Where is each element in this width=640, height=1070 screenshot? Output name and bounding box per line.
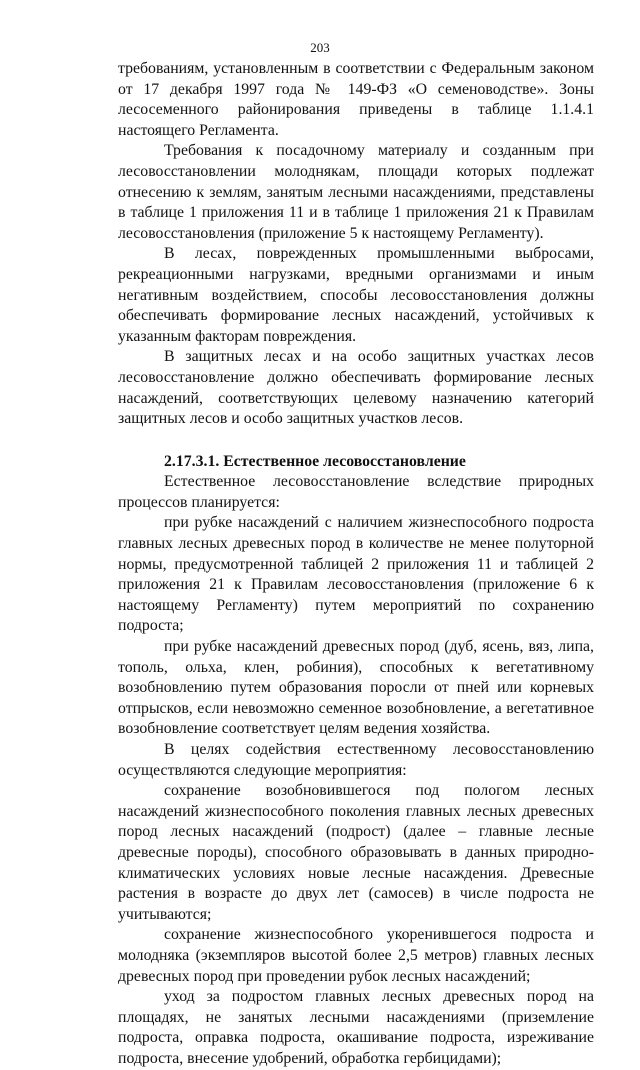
paragraph: В целях содействия естественному лесовосстановлению осуществляются следующие мероприятия:	[118, 741, 594, 779]
paragraph: В защитных лесах и на особо защитных участках лесов лесовосстановление должно обеспечивать формирование лесных насаждений, соответствующих целевому назначению категорий защитных лесов и особо защитных участков лесов.	[118, 348, 594, 428]
paragraph: Естественное лесовосстановление вследствие природных процессов планируется:	[118, 473, 594, 511]
paragraph: уход за подростом главных лесных древесных пород на площадях, не занятых лесными насаждениями (приземление подроста, оправка подроста, окашивание подроста, изреживание подроста, внесение удобрений, обработка гербицидами);	[118, 988, 594, 1067]
paragraph: сохранение жизнеспособного укоренившегося подроста и молодняка (экземпляров высотой более 2,5 метров) главных лесных древесных пород при проведении рубок лесных насаждений;	[118, 926, 594, 985]
paragraph: при рубке насаждений древесных пород (дуб, ясень, вяз, липа, тополь, ольха, клен, робиния), способных к вегетативному возобновлению путем образования поросли от пней или корневых отпрысков, если невозможно семенное возобновление, а вегетативное возобновление соответствует целям ведения хозяйства.	[118, 638, 594, 738]
paragraph: Требования к посадочному материалу и созданным при лесовосстановлении молоднякам, площади которых подлежат отнесению к землям, занятым лесными насаждениями, представлены в таблице 1 приложения 11 и в таблице 1 приложения 21 к Правилам лесовосстановления (приложение 5 к настоящему Регламенту).	[118, 142, 594, 242]
paragraph: при рубке насаждений с наличием жизнеспособного подроста главных лесных древесных пород в количестве не менее полуторной нормы, предусмотренной таблицей 2 приложения 11 и таблицей 2 приложения 21 к Правилам лесовосстановления (приложение 6 к настоящему Регламенту) путем мероприятий по сохранению подроста;	[118, 514, 594, 635]
document-body	[118, 59, 594, 1070]
section-heading: 2.17.3.1. Естественное лесовосстановление	[164, 452, 466, 470]
paragraph: сохранение возобновившегося под пологом лесных насаждений жизнеспособного поколения главных лесных древесных пород лесных насаждений (подрост) (далее – главные лесные древесные породы), способного образовывать в данных природно-климатических условиях новые лесные насаждения. Древесные растения в возрасте до двух лет (самосев) в числе подроста не учитываются;	[118, 782, 594, 923]
page-number: 203	[310, 40, 330, 55]
paragraph-continuation: требованиям, установленным в соответствии с Федеральным законом от 17 декабря 1997 года № 149-ФЗ «О семеноводстве». Зоны лесосеменного районирования приведены в таблице 1.1.4.1 настоящего Регламента.	[118, 60, 594, 139]
paragraph: В лесах, поврежденных промышленными выбросами, рекреационными нагрузками, вредными организмами и иным негативным воздействием, способы лесовосстановления должны обеспечивать формирование лесных насаждений, устойчивых к указанным факторам повреждения.	[118, 245, 594, 345]
